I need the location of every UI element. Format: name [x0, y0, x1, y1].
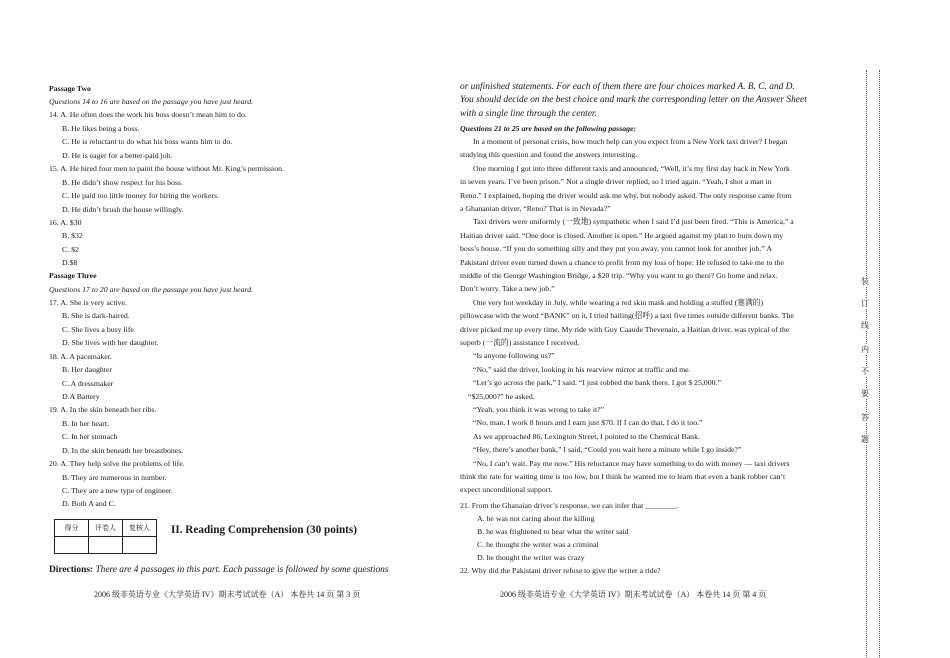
passage-line: “No,” said the driver, looking in his rearview mirror at traffic and me.: [473, 364, 691, 374]
q21-stem: 21. From the Ghanaian driver’s response, we can infer that ________.: [460, 501, 679, 510]
passage-three-title: Passage Three: [49, 271, 97, 280]
binding-line-inner: [879, 70, 881, 658]
passage-line: “$25,000?” he asked.: [468, 391, 535, 401]
passage-line: “Hey, there’s another bank,” I said, “Could you wait here a minute while I go inside?”: [473, 445, 742, 455]
q20-c: C. They are a new type of engineer.: [62, 486, 173, 495]
q18-a: 18. A. A pacemaker.: [49, 352, 112, 361]
q16-b: B. $32: [62, 231, 83, 240]
binding-char: 装: [858, 276, 872, 287]
q21-a: A. he was not caring about the killing: [477, 514, 595, 523]
reviewer-header: 复核人: [123, 520, 157, 537]
q18-d: D.A Battery: [62, 392, 100, 401]
q17-d: D. She lives with her daughter.: [62, 338, 159, 347]
passage-line: expect unconditional support.: [460, 485, 553, 495]
q14-c: C. He is reluctant to do what his boss wants him to do.: [62, 137, 233, 146]
directions-cont-3: with a single line through the center.: [460, 109, 597, 119]
passage-line: One morning I got into three different taxis and announced, “Well, it’s my first day back in New York: [473, 163, 790, 173]
q21-b: B. he was frightened to hear what the writer said: [477, 527, 629, 536]
q20-b: B. They are numerous in number.: [62, 473, 167, 482]
q16-a: 16. A. $30: [49, 218, 82, 227]
binding-line-outer: [866, 70, 868, 658]
q15-d: D. He didn’t brush the house willingly.: [62, 205, 184, 214]
q21-d: D. he thought the writer was crazy: [477, 553, 585, 562]
q17-b: B. She is dark-haired.: [62, 311, 130, 320]
passage-line: “Yeah, you think it was wrong to take it?”: [473, 405, 605, 414]
section-title: II. Reading Comprehension (30 points): [171, 524, 357, 536]
footer-right: 2006 级非英语专业《大学英语 IV》期末考试试卷（A） 本卷共 14 页 第 4 页: [500, 590, 767, 599]
q22-stem: 22. Why did the Pakistani driver refuse to give the writer a ride?: [460, 566, 661, 575]
passage-line: Pakistani driver even turned down a chance to profit from my loss of hope: He refused to take me to the: [460, 257, 784, 267]
q16-c: C. $2: [62, 245, 79, 254]
binding-char: 内: [858, 344, 872, 355]
passage-line: studying this question and found the answers interesting.: [460, 150, 638, 160]
q17-a: 17. A. She is very active.: [49, 298, 127, 307]
passage-line: think the rate for waiting time is too low, but I think he wanted me to learn that even a bank robber can’t: [460, 472, 786, 481]
binding-char: 答: [858, 412, 872, 423]
passage-line: As we approached 86, Lexington Street, I pointed to the Chemical Bank.: [473, 431, 700, 441]
q14-b: B. He likes being a boss.: [62, 124, 140, 133]
q15-b: B. He didn’t show respect for his boss.: [62, 178, 183, 187]
passage-three-note: Questions 17 to 20 are based on the passage you have just heard.: [49, 285, 254, 294]
score-header: 得分: [55, 520, 89, 537]
passage-line: Taxi drivers were uniformly (一致地) sympathetic when I said I’d just been fired. “This is America,” a: [473, 217, 794, 227]
passage-line: Don’t worry. Take a new job.”: [460, 284, 555, 294]
directions-cont-1: or unfinished statements. For each of them there are four choices marked A. B. C. and D.: [460, 82, 795, 92]
q14-d: D. He is eager for a better-paid job.: [62, 151, 173, 160]
passage-line: In a moment of personal crisis, how much help can you expect from a New York taxi driver? I began: [473, 137, 788, 146]
q19-a: 19. A. In the skin beneath her ribs.: [49, 405, 157, 414]
passage-line: a Ghananian driver, “Reno? That is in Nevada?”: [460, 204, 611, 213]
passage-line: boss’s house. “If you do something silly and they put you away, you cannot look for another job.” A: [460, 244, 772, 254]
passage-line: Reno.” I explained, hoping the driver would ask me why, but nobody asked. The only response came from: [460, 190, 792, 200]
passage-line: One very hot weekday in July, while wearing a red skin mask and holding a stuffed (塞满的): [473, 297, 764, 307]
grader-header: 评卷人: [89, 520, 123, 537]
q18-b: B. Her daughter: [62, 365, 113, 374]
passage-line: “Is anyone following us?”: [473, 351, 555, 361]
q14-a: 14. A. He often does the work his boss doesn’t mean him to do.: [49, 110, 247, 119]
passage-line: superb (一流的) assistance I received.: [460, 338, 580, 347]
binding-char: 要: [858, 388, 872, 399]
binding-char: 订: [858, 298, 872, 309]
q19-d: D. In the skin beneath her breastbones.: [62, 446, 184, 455]
binding-char: 不: [858, 366, 872, 377]
directions-text: There are 4 passages in this part. Each passage is followed by some questions: [95, 565, 389, 575]
passage-line: in seven years. I’ve been prison.” Not a single driver replied, so I tried again. “Yeah, I shot a man in: [460, 177, 772, 187]
q21-c: C. he thought the writer was a criminal: [477, 540, 599, 549]
q20-a: 20. A. They help solve the problems of life.: [49, 459, 185, 468]
question-note: Questions 21 to 25 are based on the following passage:: [460, 124, 637, 133]
q19-b: B. In her heart.: [62, 419, 109, 428]
directions-cont-2: You should decide on the best choice and mark the corresponding letter on the Answer Sheet: [460, 95, 807, 105]
q15-a: 15. A. He hired four men to paint the house without Mr. King’s permission.: [49, 164, 284, 173]
q19-c: C. In her stomach: [62, 432, 118, 441]
q20-d: D. Both A and C.: [62, 499, 116, 508]
passage-line: Haitian driver said. “One door is closed. Another is open.” He argued against my plan to burn down my: [460, 230, 784, 240]
q17-c: C. She lives a busy life.: [62, 325, 136, 334]
q15-c: C. He paid too little money for hiring the workers.: [62, 191, 219, 200]
directions-label: Directions:: [49, 565, 94, 575]
passage-line: “No, I can’t wait. Pay me now.” His reluctance may have something to do with money — taxi drivers: [473, 458, 790, 468]
passage-line: “Let’s go across the park,” I said. “I just robbed the bank there. I got $ 25,000.”: [473, 378, 721, 388]
footer-left: 2006 级非英语专业《大学英语 IV》期末考试试卷（A） 本卷共 14 页 第 3 页: [94, 590, 361, 599]
passage-line: pillowcase with the word “BANK” on it, I tried hailing(招呼) a taxi five times outside different banks. The: [460, 311, 794, 321]
passage-two-note: Questions 14 to 16 are based on the passage you have just heard.: [49, 97, 254, 106]
binding-char: 题: [858, 434, 872, 445]
q16-d: D.$8: [62, 258, 78, 267]
passage-line: “No, man. I work 8 hours and I earn just $70. If I can do that, I do it too.”: [473, 418, 703, 428]
passage-two-title: Passage Two: [49, 84, 91, 93]
q18-c: C. A dressmaker: [62, 379, 114, 388]
passage-line: middle of the George Washington Bridge, a $20 trip. “Why you want to go there? Go home and relax.: [460, 271, 778, 280]
binding-char: 线: [858, 320, 872, 331]
passage-line: driver picked me up every time. My ride with Guy Caaude Thevenain, a Haitian driver, was typical of the: [460, 324, 790, 334]
